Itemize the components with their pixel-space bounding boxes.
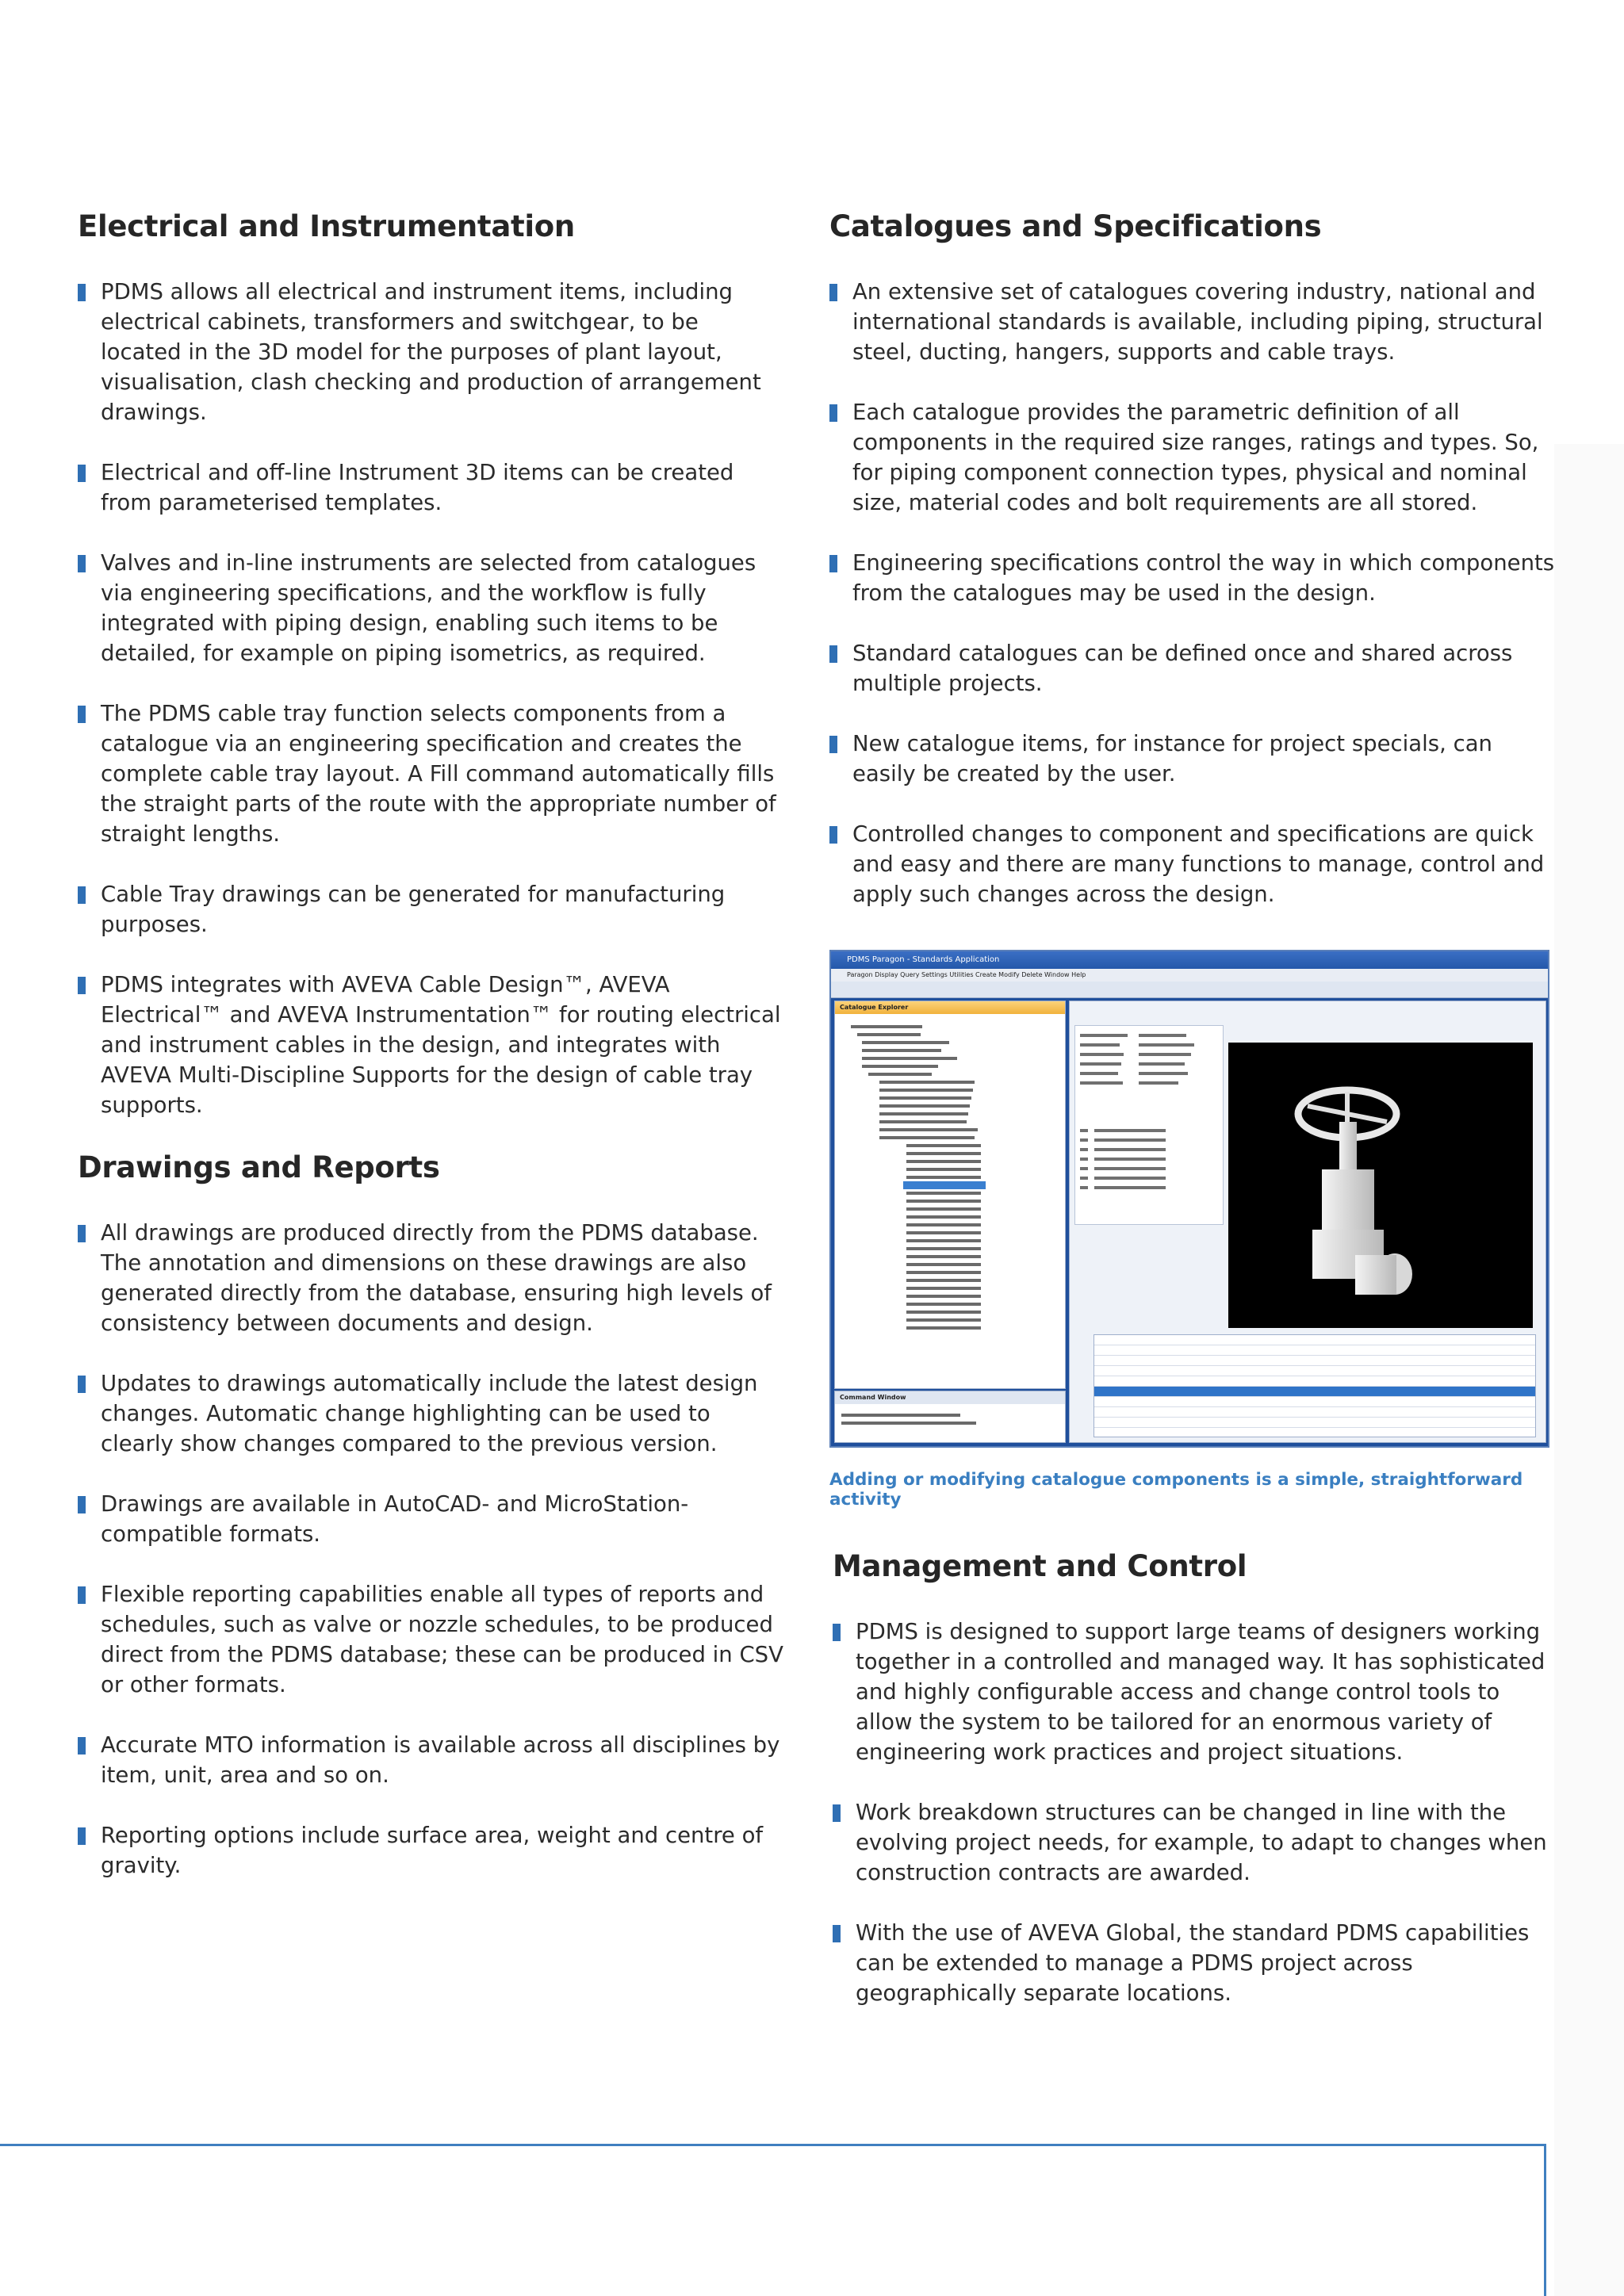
parameter-table-illustration [1074, 1025, 1224, 1225]
list-item: Cable Tray drawings can be generated for manufacturing purposes. [78, 879, 783, 939]
list-item: PDMS is designed to support large teams of designers working together in a controlled and managed way. It has sophisticated and highly configurable access and change control tools to allow the system to be tailored for an enormous variety of engineering work practices and project situations. [833, 1617, 1559, 1767]
electrical-section [78, 209, 783, 1120]
bullet-list [78, 1218, 783, 1881]
bullet-list [829, 277, 1556, 909]
figure-caption: Adding or modifying catalogue components is a simple, straightforward activity [829, 1470, 1523, 1510]
table-row [1094, 1345, 1535, 1356]
component-grid-illustration [1094, 1334, 1536, 1437]
command-window-pane [834, 1391, 1066, 1443]
list-item: Each catalogue provides the parametric definition of all components in the required size ranges, ratings and types. So, for piping component connection types, physical and nominal size, material codes and bolt requirements are all stored. [829, 397, 1556, 518]
table-row [1094, 1418, 1535, 1428]
list-item: New catalogue items, for instance for project specials, can easily be created by the user. [829, 729, 1556, 789]
list-item: The PDMS cable tray function selects components from a catalogue via an engineering specification and creates the complete cable tray layout. A Fill command automatically fills the straight parts of the route with the appropriate number of straight lengths. [78, 698, 783, 849]
list-item: With the use of AVEVA Global, the standard PDMS capabilities can be extended to manage a PDMS project across geographically separate locations. [833, 1918, 1559, 2008]
pane-header: Catalogue Explorer [835, 1001, 1065, 1014]
list-item: Flexible reporting capabilities enable all types of reports and schedules, such as valve or nozzle schedules, to be produced direct from the PDMS database; these can be produced in CSV or other formats. [78, 1579, 783, 1700]
management-section [833, 1549, 1559, 2038]
list-item: Drawings are available in AutoCAD- and MicroStation-compatible formats. [78, 1489, 783, 1549]
section-title: Drawings and Reports [78, 1150, 440, 1184]
table-row [1094, 1376, 1535, 1387]
list-item: All drawings are produced directly from the PDMS database. The annotation and dimensions on these drawings are also generated directly from the database, ensuring high levels of consistency between documents and design. [78, 1218, 783, 1338]
list-item: Engineering specifications control the way in which components from the catalogues may be used in the design. [829, 548, 1556, 608]
table-row [1094, 1407, 1535, 1418]
catalogues-section [829, 209, 1556, 909]
list-item: PDMS allows all electrical and instrument items, including electrical cabinets, transformers and switchgear, to be located in the 3D model for the purposes of plant layout, visualisation, clash checking and production of arrangement drawings. [78, 277, 783, 427]
page-side-band [1554, 444, 1624, 2296]
table-row [1094, 1335, 1535, 1345]
section-title: Catalogues and Specifications [829, 209, 1322, 243]
footer-rule-vertical [1544, 2144, 1546, 2296]
list-item: Updates to drawings automatically include the latest design changes. Automatic change highlighting can be used to clearly show changes compared to the previous version. [78, 1368, 783, 1459]
component-editor-pane [1069, 1001, 1546, 1443]
section-title: Electrical and Instrumentation [78, 209, 575, 243]
right-column [829, 209, 1556, 939]
list-item: Standard catalogues can be defined once and shared across multiple projects. [829, 638, 1556, 698]
bullet-list [833, 1617, 1559, 2008]
table-row [1094, 1356, 1535, 1366]
valve-model-illustration [1228, 1043, 1533, 1328]
table-row [1094, 1387, 1535, 1397]
screenshot-menubar: Paragon Display Query Settings Utilities Create Modify Delete Window Help [831, 969, 1548, 982]
list-item: Electrical and off-line Instrument 3D items can be created from parameterised templates. [78, 457, 783, 518]
command-output-illustration [835, 1404, 1063, 1436]
table-row [1094, 1366, 1535, 1376]
drawings-section [78, 1150, 783, 1881]
pane-header: Command Window [835, 1391, 1065, 1404]
tree-view-illustration [835, 1014, 1063, 1385]
footer-rule [0, 2144, 1546, 2146]
list-item: PDMS integrates with AVEVA Cable Design™, AVEVA Electrical™ and AVEVA Instrumentation™ for routing electrical and instrument cables in the design, and integrates with AVEVA Multi-Discipline Supports for the design of cable tray supports. [78, 970, 783, 1120]
screenshot-titlebar: PDMS Paragon - Standards Application [831, 951, 1548, 969]
list-item: An extensive set of catalogues covering industry, national and international standards is available, including piping, structural steel, ducting, hangers, supports and cable trays. [829, 277, 1556, 367]
catalogue-explorer-pane [834, 1001, 1066, 1389]
bullet-list [78, 277, 783, 1120]
list-item: Accurate MTO information is available across all disciplines by item, unit, area and so on. [78, 1730, 783, 1790]
list-item: Valves and in-line instruments are selected from catalogues via engineering specifications, and the workflow is fully integrated with piping design, enabling such items to be detailed, for example on piping isometrics, as required. [78, 548, 783, 668]
table-row [1094, 1397, 1535, 1407]
list-item: Work breakdown structures can be changed in line with the evolving project needs, for example, to adapt to changes when construction contracts are awarded. [833, 1797, 1559, 1888]
left-column [78, 209, 783, 1911]
3d-viewer [1228, 1043, 1533, 1328]
screenshot-toolbar [831, 982, 1548, 998]
section-title: Management and Control [833, 1549, 1247, 1583]
software-screenshot [829, 950, 1549, 1448]
list-item: Reporting options include surface area, weight and centre of gravity. [78, 1820, 783, 1881]
list-item: Controlled changes to component and specifications are quick and easy and there are many functions to manage, control and apply such changes across the design. [829, 819, 1556, 909]
